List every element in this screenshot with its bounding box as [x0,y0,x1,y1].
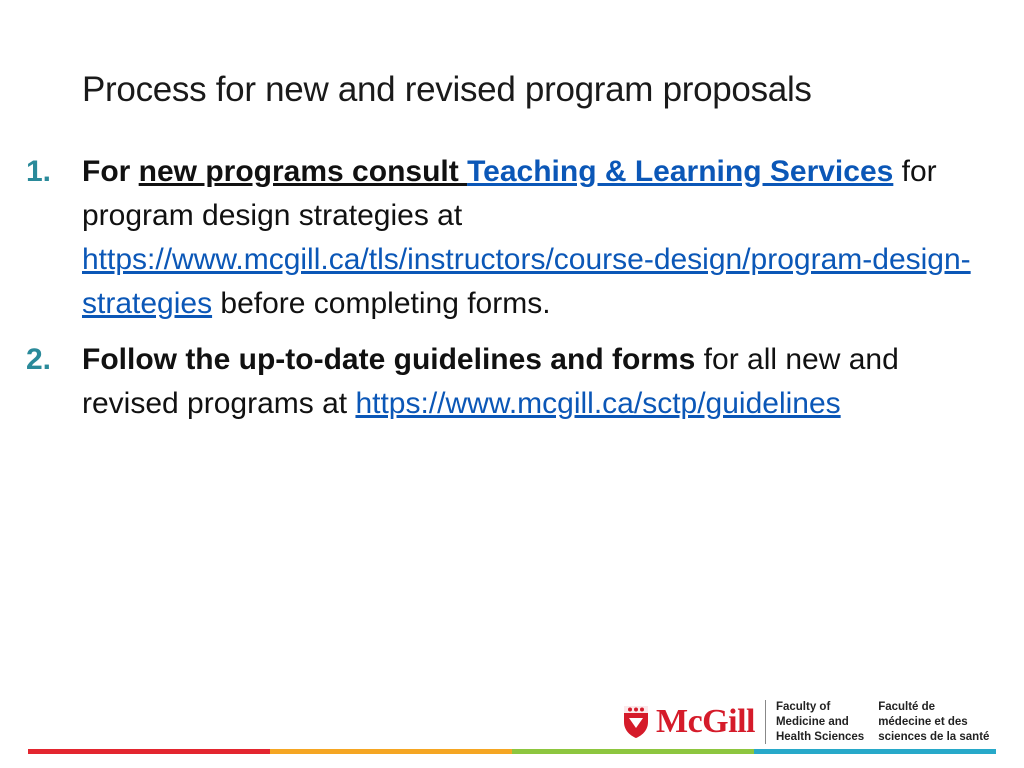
step-number: 2. [26,343,52,376]
faculty-fr-line: Faculté de [878,700,936,713]
step-text: for program design strategies at [82,155,937,232]
bottom-color-bar [28,749,996,754]
bar-segment [754,749,996,754]
mcgill-wordmark: McGill [656,703,755,740]
tls-url-link[interactable]: https://www.mcgill.ca/tls/instructors/course-design/program-design-strategies [82,243,971,320]
step-text: for all new and revised programs at [82,343,899,420]
mcgill-crest-icon [622,704,650,740]
bar-segment [270,749,512,754]
step-text-end: before completing forms. [212,287,551,320]
bar-segment [512,749,754,754]
faculty-en-line: Health Sciences [775,730,865,743]
step-item-1 [26,150,1002,326]
bar-segment [28,749,270,754]
faculty-name-en [776,700,864,745]
proposal-steps-list [26,150,1006,438]
faculty-fr-line: médecine et des [878,715,968,728]
step-item-2 [26,338,1002,426]
mcgill-logo [622,696,1003,748]
faculty-fr-line: sciences de la santé [878,730,990,743]
faculty-en-line: Medicine and [775,715,849,728]
step-lead-underlined: new programs consult [138,155,468,188]
guidelines-url-link[interactable]: https://www.mcgill.ca/sctp/guidelines [355,387,841,420]
logo-divider [765,700,766,744]
step-lead: Follow the up-to-date guidelines and forms [82,343,696,376]
faculty-en-line: Faculty of [775,700,831,713]
step-lead: For [82,155,139,188]
slide-title: Process for new and revised program proposals [82,70,812,109]
step-number: 1. [26,155,52,188]
faculty-name-fr [878,700,989,745]
tls-link[interactable]: Teaching & Learning Services [467,155,894,188]
